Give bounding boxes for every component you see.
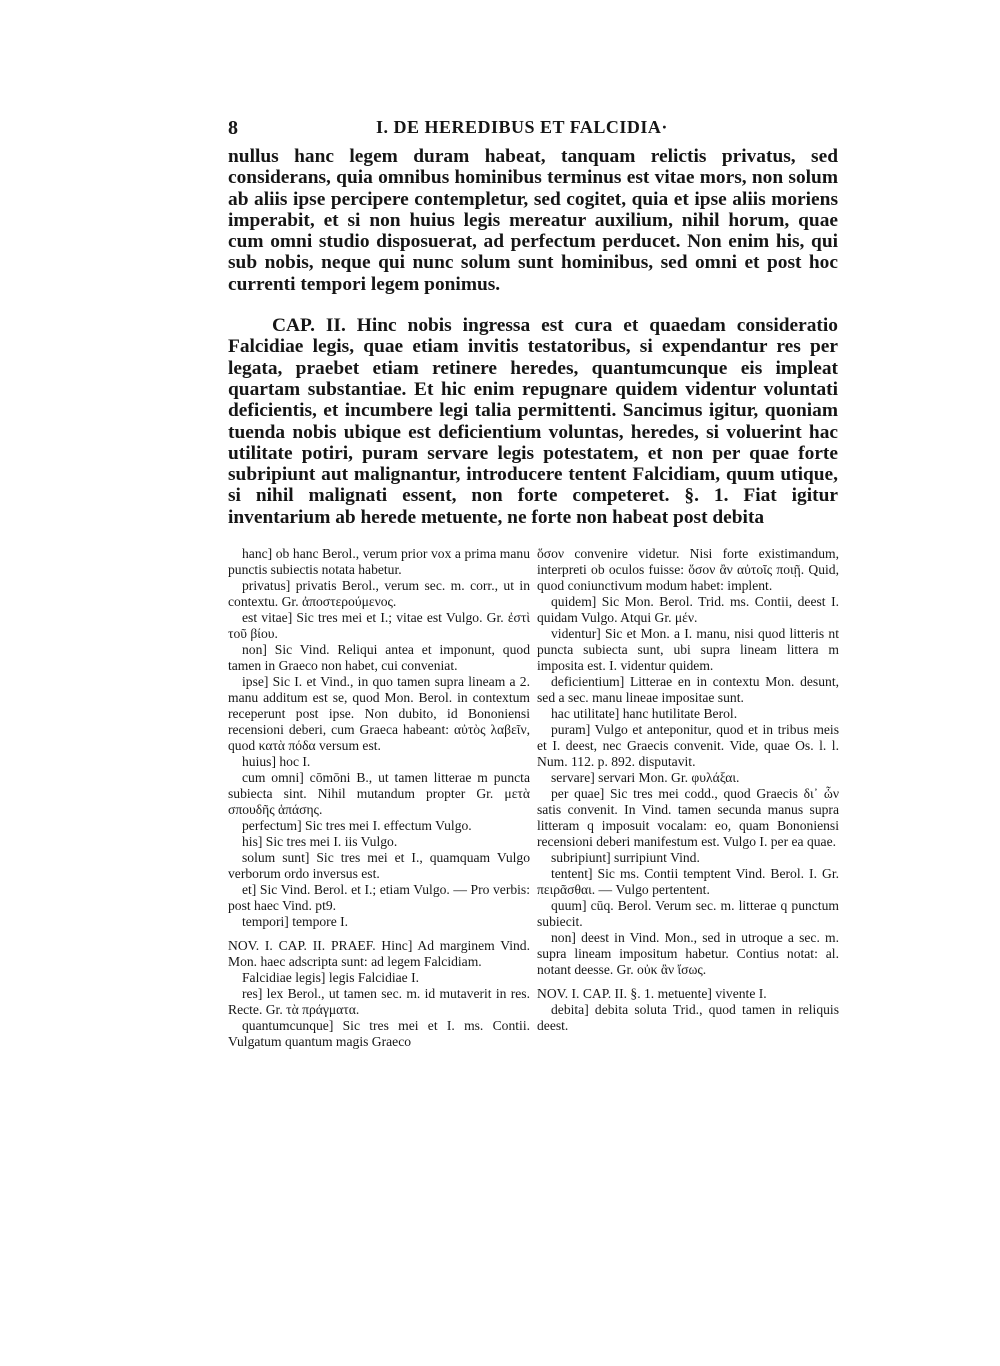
footnote: quidem] Sic Mon. Berol. Trid. ms. Contii, deest I. quidam Vulgo. Atqui Gr. μέν. bbox=[537, 594, 839, 625]
footnote: perfectum] Sic tres mei I. effectum Vulgo. bbox=[242, 818, 472, 833]
footnote: tentent] Sic ms. Contii temptent Vind. Berol. I. Gr. πειρᾶσθαι. — Vulgo pertentent. bbox=[537, 866, 839, 897]
footnote: est vitae] Sic tres mei et I.; vitae est Vulgo. Gr. ἐστὶ τοῦ βίου. bbox=[228, 610, 530, 641]
footnote-continuation: ὅσον convenire videtur. Nisi forte existimandum, interpreti ob oculos fuisse: ὅσον ἂν αὐτοῖς ποιῇ. Quid, quod coniunctivum modum habet: implent. bbox=[537, 546, 839, 593]
running-title: I. DE HEREDIBUS ET FALCIDIA· bbox=[376, 117, 668, 137]
main-paragraph-1: nullus hanc legem duram habeat, tanquam relictis privatus, sed considerans, quia omnibus hominibus terminus est vitae mors, non solum ab aliis ipse percipere contempletur, sed cogitet, quia et ipse aliis moriens imperabit, et si non huius legis mereatur auxilium, nihil horum, quae cum omni studio disposuerat, ad perfectum perducet. Non enim his, qui sub nobis, neque qui nunc solum sunt hominibus, sed omni et post hoc currenti tempori legem ponimus. bbox=[228, 146, 838, 295]
footnote: servare] servari Mon. Gr. φυλάξαι. bbox=[551, 770, 740, 785]
page-header bbox=[228, 117, 838, 141]
footnote: ipse] Sic I. et Vind., in quo tamen supra lineam a 2. manu additum est se, quod Mon. Berol. in contextum receperunt post ipse. Non dubito, id Bononiensi recensioni deberi, cum Graeca habeant: αὐτὸς λαβεῖν, quod κατὰ πόδα versum est. bbox=[228, 674, 530, 753]
footnote: tempori] tempore I. bbox=[242, 914, 349, 929]
footnote: Falcidiae legis] legis Falcidiae I. bbox=[242, 970, 420, 985]
footnote: debita] debita soluta Trid., quod tamen in reliquis deest. bbox=[537, 1002, 839, 1033]
main-paragraph-2 bbox=[228, 315, 838, 528]
footnote: solum sunt] Sic tres mei et I., quamquam Vulgo verborum ordo inversus est. bbox=[228, 850, 530, 881]
footnote: subripiunt] surripiunt Vind. bbox=[551, 850, 700, 865]
footnote-section-head: NOV. I. CAP. II. §. 1. metuente] vivente I. bbox=[537, 986, 767, 1001]
footnote: huius] hoc I. bbox=[242, 754, 311, 769]
footnotes-right-column bbox=[537, 546, 839, 1034]
footnote: et] Sic Vind. Berol. et I.; etiam Vulgo. — Pro verbis: post haec Vind. pt9. bbox=[228, 882, 530, 913]
footnote: videntur] Sic et Mon. a I. manu, nisi quod litteris nt puncta subiecta sunt, ubi supra lineam littera m imposita est. I. videntur quidem. bbox=[537, 626, 839, 673]
footnote: deficientium] Litterae en in contextu Mon. desunt, sed a sec. manu lineae impositae sunt. bbox=[537, 674, 839, 705]
footnote: per quae] Sic tres mei codd., quod Graecis δι᾽ ὧν satis convenit. In Vind. tamen secunda manus supra litteram q imposuit vocalam: eo, quam Bononiensi recensioni deberi manifestum est. Vulgo I. per ea quae. bbox=[537, 786, 839, 849]
chapter-label: CAP. II. bbox=[272, 315, 346, 337]
footnote: hac utilitate] hanc hutilitate Berol. bbox=[551, 706, 738, 721]
footnotes-left-column bbox=[228, 546, 530, 1050]
main-text bbox=[228, 146, 838, 528]
chapter-text: Hinc nobis ingressa est cura et quaedam consideratio Falcidiae legis, quae etiam invitis testatoribus, si expendantur res per legata, praebet etiam retinere heredes, quantumcunque eis impleat quartam substantiae. Et hic enim repugnare quidem videntur voluntati deficientis, et incumbere legi talia permittenti. Sancimus igitur, quoniam tuenda nobis ubique est deficientium voluntas, heredes, si voluerint hac utilitate potiri, puram servare legis potestatem, et non per quae forte subripiunt aut malignantur, introducere tentent Falcidiam, quum utique, si nihil malignati essent, non forte competeret. §. 1. Fiat igitur inventarium ab herede metuente, ne forte non habeat post debita bbox=[228, 315, 838, 528]
footnote-section-head: NOV. I. CAP. II. PRAEF. Hinc] Ad marginem Vind. Mon. haec adscripta sunt: ad legem Falcidiam. bbox=[228, 938, 530, 969]
footnote: res] lex Berol., ut tamen sec. m. id mutaverit in res. Recte. Gr. τὰ πράγματα. bbox=[228, 986, 530, 1017]
footnote: cum omni] cōmōni B., ut tamen litterae m puncta subiecta sint. Nihil mutandum propter Gr. μετὰ σπουδῆς ἁπάσης. bbox=[228, 770, 530, 817]
footnote: puram] Vulgo et anteponitur, quod et in tribus meis et I. deest, nec Graecis convenit. Vide, quae Os. l. l. Num. 112. p. 892. disputavit. bbox=[537, 722, 839, 769]
footnote: quum] cūq. Berol. Verum sec. m. litterae q punctum subiecit. bbox=[537, 898, 839, 929]
footnote: non] Sic Vind. Reliqui antea et imponunt, quod tamen in Graeco non habet, cui conveniat. bbox=[228, 642, 530, 673]
footnote: his] Sic tres mei I. iis Vulgo. bbox=[242, 834, 398, 849]
page-number: 8 bbox=[228, 117, 238, 139]
footnote: privatus] privatis Berol., verum sec. m. corr., ut in contextu. Gr. ἀποστερούμενος. bbox=[228, 578, 530, 609]
footnote: quantumcunque] Sic tres mei et I. ms. Contii. Vulgatum quantum magis Graeco bbox=[228, 1018, 530, 1049]
footnote: non] deest in Vind. Mon., sed in utroque a sec. m. supra lineam impositum habetur. Contius notat: al. notant deesse. Gr. οὐκ ἂν ἴσως. bbox=[537, 930, 839, 977]
footnote: hanc] ob hanc Berol., verum prior vox a prima manu punctis subiectis notata habetur. bbox=[228, 546, 530, 577]
